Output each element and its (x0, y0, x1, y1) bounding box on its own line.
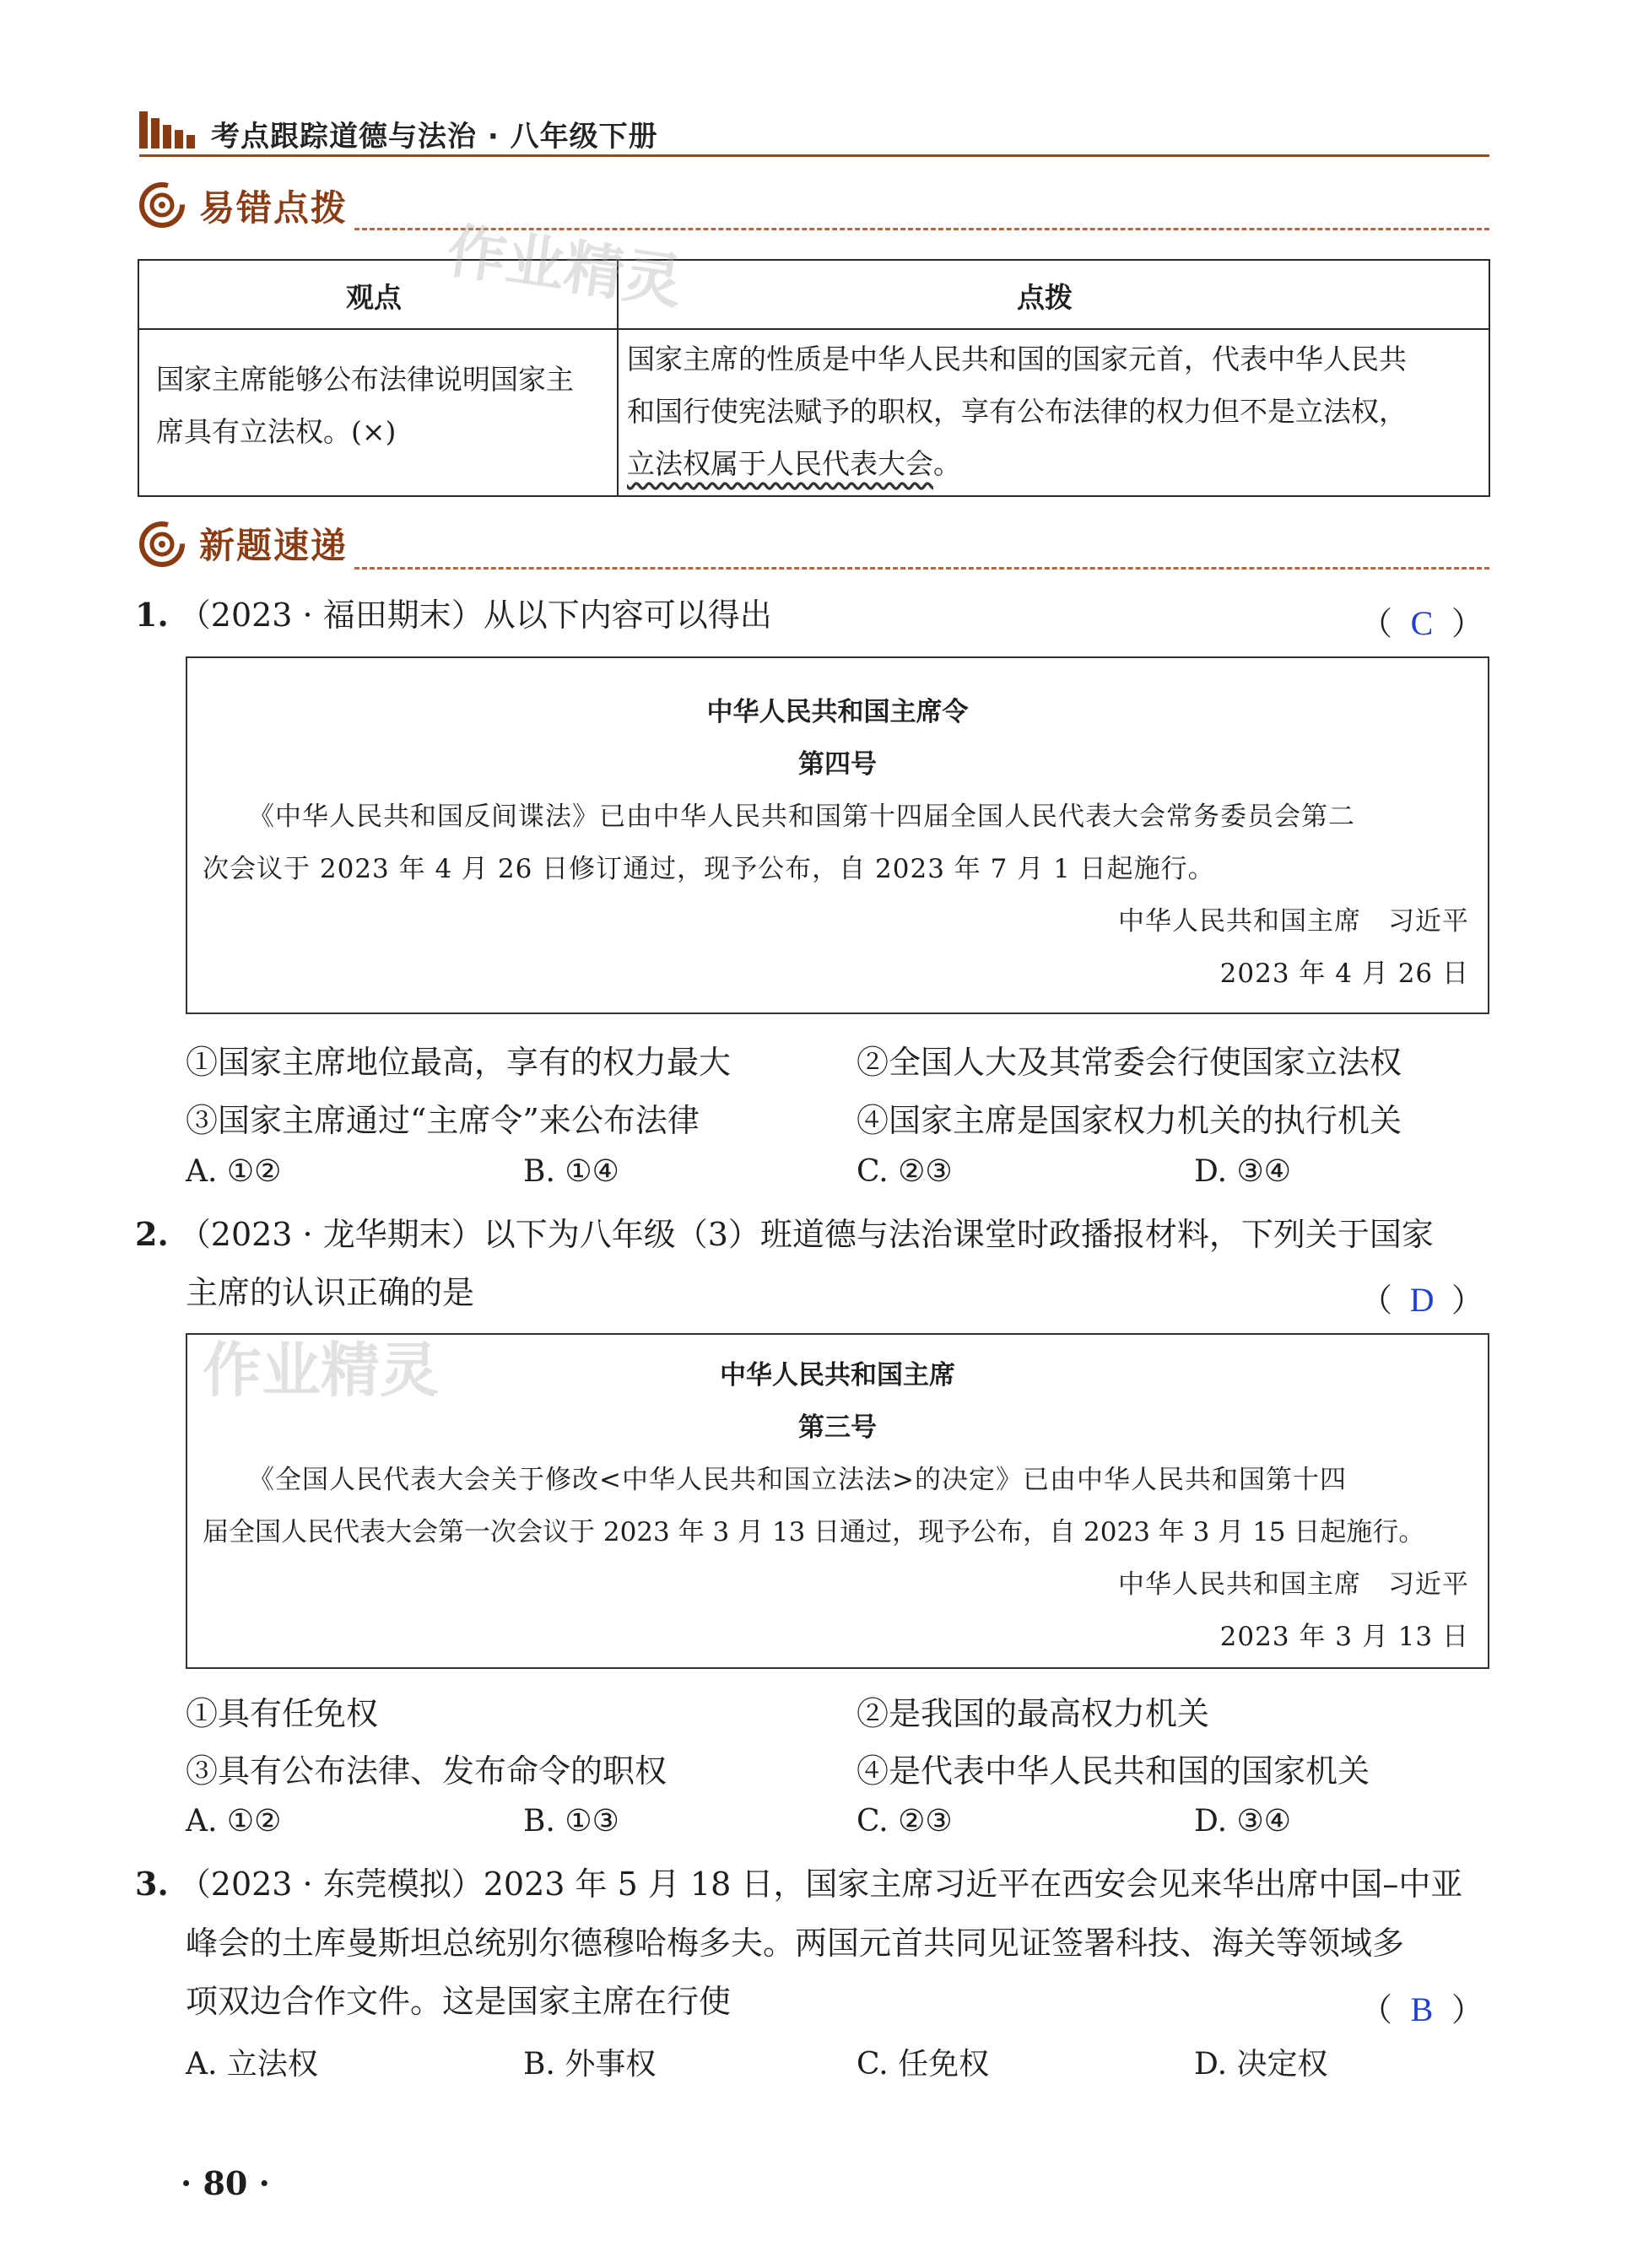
emphasis-text: 立法权属于人民代表大会 (627, 447, 933, 480)
question-1-stem: 1. （2023 · 福田期末）从以下内容可以得出 (135, 596, 772, 634)
page-number: · 80 · (181, 2164, 270, 2202)
question-3-stem: 3. （2023 · 东莞模拟）2023 年 5 月 18 日，国家主席习近平在西安会见来华出席中国–中亚 (135, 1865, 1463, 1903)
question-2-stem: 2. （2023 · 龙华期末）以下为八年级（3）班道德与法治课堂时政播报材料，下列关于国家 (135, 1215, 1434, 1253)
section-title-mistakes: 易错点拨 (199, 187, 349, 229)
answer-bracket: （ B ） (1360, 1990, 1484, 2028)
answer-3: B (1410, 1990, 1434, 2028)
header-rule (139, 154, 1489, 157)
choice-d[interactable]: D. ③④ (1194, 1804, 1292, 1839)
option-statement: ③国家主席通过“主席令”来公布法律 (186, 1102, 700, 1139)
answer-2: D (1409, 1281, 1435, 1319)
table-header-explain: 点拨 (1017, 281, 1073, 314)
target-icon (138, 181, 186, 230)
choice-a[interactable]: A. 立法权 (186, 2047, 318, 2082)
option-statement: ④是代表中华人民共和国的国家机关 (857, 1752, 1370, 1790)
choice-d[interactable]: D. 决定权 (1194, 2047, 1328, 2082)
decree-text: 《中华人民共和国反间谍法》已由中华人民共和国第十四届全国人民代表大会常务委员会第二 (248, 802, 1355, 832)
choice-a[interactable]: A. ①② (186, 1804, 282, 1839)
choice-c[interactable]: C. 任免权 (857, 2047, 990, 2082)
choice-c[interactable]: C. ②③ (857, 1804, 953, 1839)
target-icon (138, 520, 186, 569)
table-cell-explain: 国家主席的性质是中华人民共和国的国家元首，代表中华人民共 和国行使宪法赋予的职权，享有公布法律的权力但不是立法权， 立法权属于人民代表大会。 (627, 343, 1407, 480)
option-statement: ③具有公布法律、发布命令的职权 (186, 1752, 667, 1790)
material-box-1 (186, 656, 1489, 1014)
option-statement: ①国家主席地位最高，享有的权力最大 (186, 1044, 732, 1081)
header-logo-bars (139, 111, 195, 148)
watermark: 作业精灵 (203, 1336, 439, 1405)
decree-text: 《全国人民代表大会关于修改<中华人民共和国立法法>的决定》已由中华人民共和国第十四 (248, 1465, 1347, 1495)
decree-signature: 中华人民共和国主席 习近平 (1118, 906, 1469, 937)
section-title-new-questions: 新题速递 (199, 525, 349, 566)
choice-a[interactable]: A. ①② (186, 1154, 282, 1189)
answer-bracket: （ C ） (1360, 604, 1484, 642)
decree-date: 2023 年 3 月 13 日 (1219, 1622, 1469, 1652)
option-statement: ④国家主席是国家权力机关的执行机关 (857, 1102, 1402, 1139)
decree-number: 第四号 (798, 749, 877, 780)
question-2-stem: 主席的认识正确的是 (186, 1274, 475, 1311)
question-3-stem: 项双边合作文件。这是国家主席在行使 (186, 1983, 732, 2020)
decree-text: 次会议于 2023 年 4 月 26 日修订通过，现予公布，自 2023 年 7 月 1 日起施行。 (203, 854, 1215, 884)
decree-date: 2023 年 4 月 26 日 (1219, 958, 1469, 989)
material-box-2 (186, 1333, 1489, 1669)
decree-number: 第三号 (798, 1412, 877, 1443)
table-cell-view: 国家主席能够公布法律说明国家主 席具有立法权。(×) (156, 363, 574, 448)
option-statement: ②全国人大及其常委会行使国家立法权 (857, 1044, 1402, 1081)
question-3-stem: 峰会的土库曼斯坦总统别尔德穆哈梅多夫。两国元首共同见证签署科技、海关等领域多 (186, 1925, 1405, 1962)
choice-c[interactable]: C. ②③ (857, 1154, 953, 1189)
choice-d[interactable]: D. ③④ (1194, 1154, 1292, 1189)
answer-bracket: （ D ） (1360, 1281, 1484, 1319)
choice-b[interactable]: B. 外事权 (523, 2047, 657, 2082)
decree-title: 中华人民共和国主席 (720, 1360, 955, 1390)
decree-text: 届全国人民代表大会第一次会议于 2023 年 3 月 13 日通过，现予公布，自 2023 年 3 月 15 日起施行。 (203, 1517, 1425, 1547)
decree-title: 中华人民共和国主席令 (706, 697, 969, 727)
answer-1: C (1410, 604, 1434, 642)
choice-b[interactable]: B. ①③ (523, 1804, 619, 1839)
header-title: 考点跟踪道德与法治 · 八年级下册 (211, 120, 658, 154)
mistake-table (138, 259, 1490, 497)
option-statement: ②是我国的最高权力机关 (857, 1695, 1210, 1732)
section-divider (354, 567, 1489, 570)
option-statement: ①具有任免权 (186, 1695, 379, 1732)
watermark: 作业精灵 (442, 215, 687, 318)
table-header-view: 观点 (346, 281, 402, 314)
choice-b[interactable]: B. ①④ (523, 1154, 619, 1189)
decree-signature: 中华人民共和国主席 习近平 (1118, 1569, 1469, 1600)
